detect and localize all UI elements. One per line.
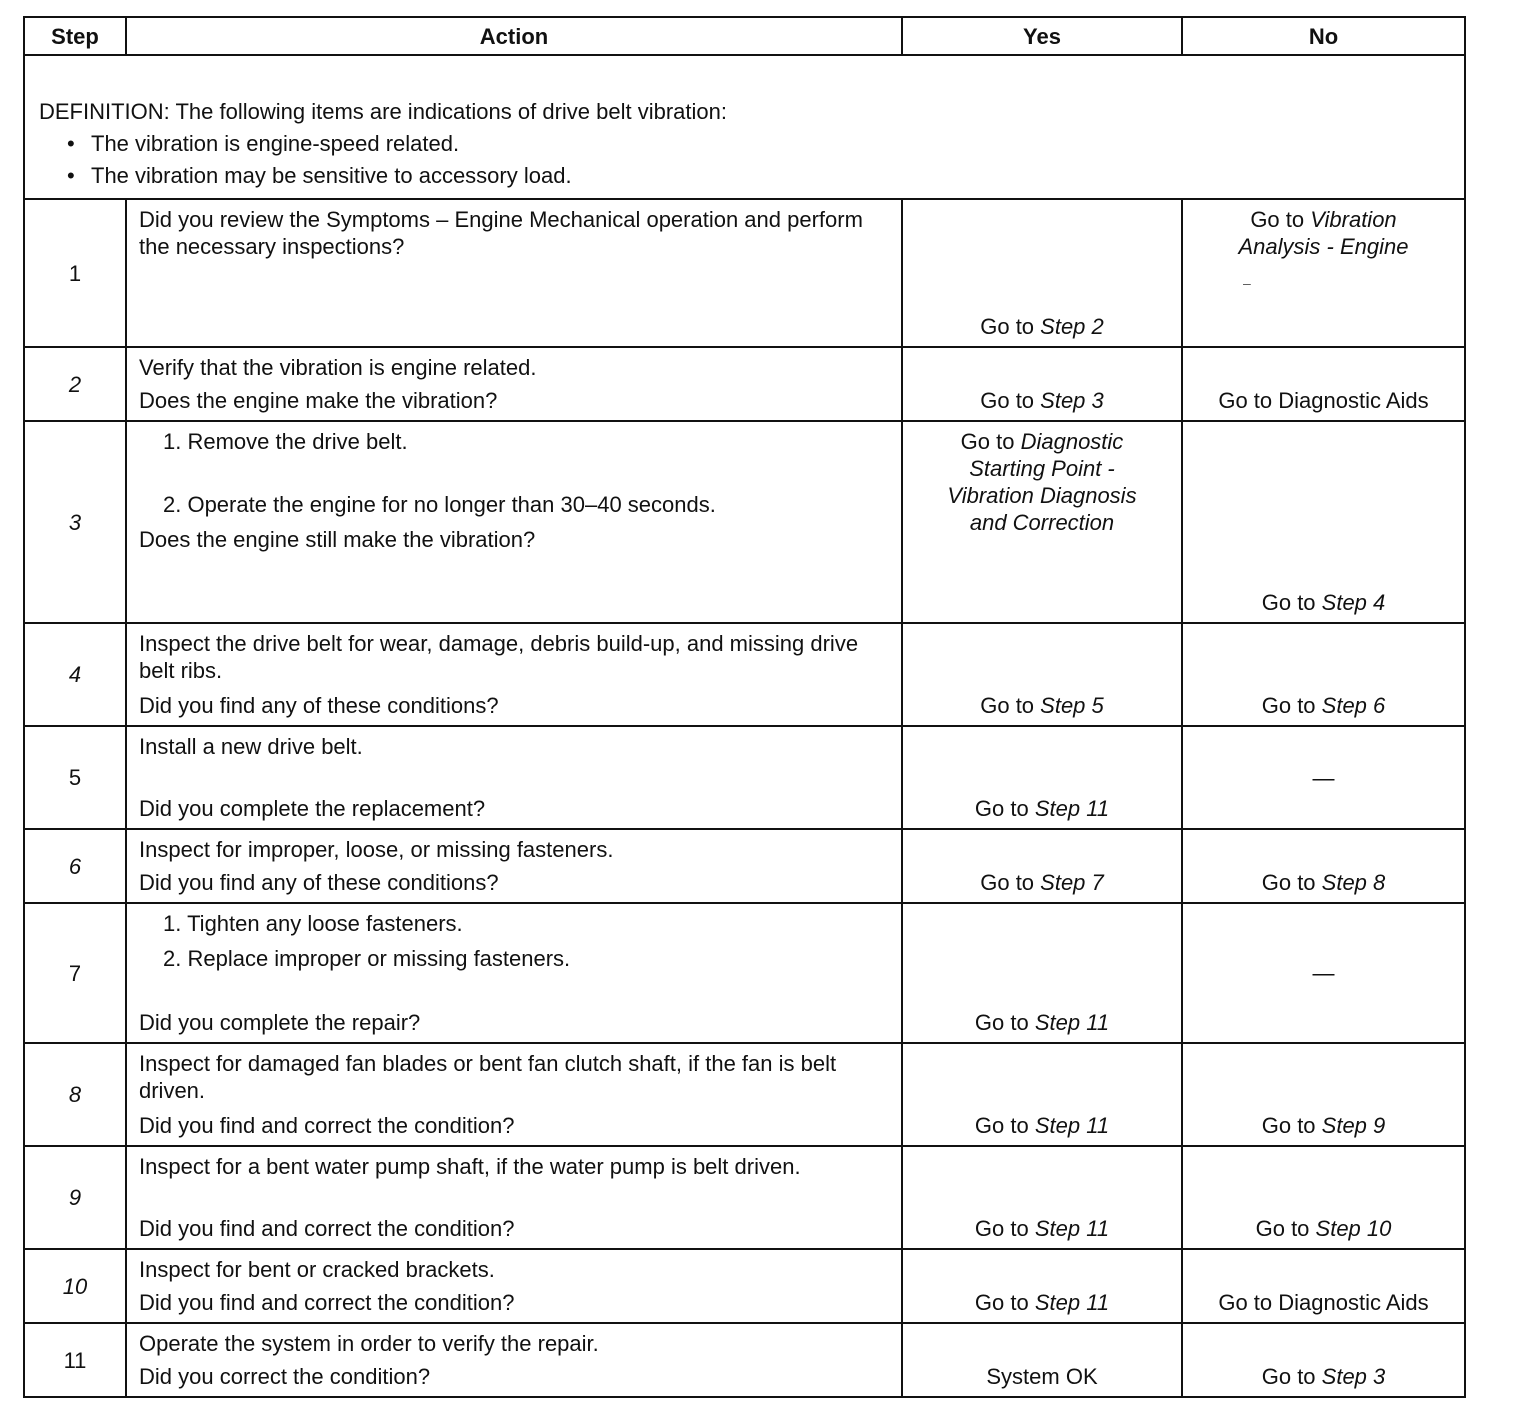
step-number: 1 [24, 199, 126, 347]
no-answer[interactable]: Go to Step 8 [1261, 870, 1386, 895]
action-question: Does the engine still make the vibration? [139, 527, 536, 552]
yes-cell [902, 347, 1182, 421]
yes-answer[interactable]: Go to Step 2 [980, 314, 1104, 339]
header-action: Action [126, 17, 902, 55]
step-number: 3 [24, 421, 126, 623]
no-cell [1182, 623, 1465, 726]
action-cell [126, 1323, 902, 1397]
header-no: No [1182, 17, 1465, 55]
step-number: 7 [24, 903, 126, 1043]
no-cell [1182, 1323, 1465, 1397]
action-question: Did you find and correct the condition? [139, 1113, 515, 1138]
no-cell [1182, 199, 1465, 347]
action-cell [126, 1249, 902, 1323]
header-row [24, 17, 1465, 55]
action-item: 2. Replace improper or missing fasteners. [163, 946, 571, 971]
yes-answer[interactable]: Go to Step 11 [974, 796, 1110, 821]
no-cell [1182, 347, 1465, 421]
yes-cell [902, 1323, 1182, 1397]
action-question: Does the engine make the vibration? [139, 388, 498, 413]
yes-cell [902, 1043, 1182, 1146]
action-question: Did you find any of these conditions? [139, 693, 499, 718]
no-answer[interactable]: Go to Diagnostic Aids [1218, 388, 1429, 413]
table-row [24, 199, 1465, 347]
table-row [24, 1043, 1465, 1146]
no-answer[interactable]: Go to Step 6 [1261, 693, 1386, 718]
action-cell [126, 1043, 902, 1146]
definition-list [39, 130, 1450, 189]
action-question: Did you complete the replacement? [139, 796, 486, 821]
definition-bullet: • The vibration may be sensitive to accessory load. [67, 162, 1450, 189]
action-text: Did you review the Symptoms – Engine Mechanical operation and perform the necessary inspections? [139, 207, 863, 259]
no-answer[interactable]: Go to Step 3 [1261, 1364, 1386, 1389]
definition-row [24, 55, 1465, 199]
no-cell [1182, 829, 1465, 903]
no-answer: — [1312, 765, 1335, 790]
yes-answer[interactable]: Go to Step 11 [974, 1290, 1110, 1315]
yes-cell [902, 199, 1182, 347]
step-number: 2 [24, 347, 126, 421]
definition-text: DEFINITION: The following items are indications of drive belt vibration: [39, 99, 727, 124]
no-answer[interactable]: Go to Step 10 [1255, 1216, 1392, 1241]
yes-answer[interactable]: Go to Step 11 [974, 1216, 1110, 1241]
diagnostic-table [23, 16, 1466, 1398]
table-row [24, 623, 1465, 726]
action-text: Verify that the vibration is engine related. [139, 355, 537, 380]
no-answer[interactable]: Go to Vibration Analysis - Engine [1238, 207, 1409, 259]
action-item: 1. Remove the drive belt. [163, 429, 408, 454]
action-text: Inspect the drive belt for wear, damage, debris build-up, and missing drive belt ribs. [139, 631, 859, 683]
step-number: 9 [24, 1146, 126, 1249]
yes-cell [902, 726, 1182, 829]
yes-answer[interactable]: Go to Step 3 [980, 388, 1104, 413]
yes-cell [902, 903, 1182, 1043]
yes-answer[interactable]: Go to Diagnostic Starting Point - Vibration Diagnosis and Correction [947, 429, 1137, 535]
yes-cell [902, 829, 1182, 903]
action-text: Install a new drive belt. [139, 734, 363, 759]
action-cell [126, 829, 902, 903]
action-text: Inspect for improper, loose, or missing fasteners. [139, 837, 614, 862]
step-number: 8 [24, 1043, 126, 1146]
no-answer[interactable]: Go to Step 4 [1261, 590, 1386, 615]
no-answer-extra: – [1243, 275, 1251, 291]
no-cell [1182, 421, 1465, 623]
action-cell [126, 1146, 902, 1249]
yes-cell [902, 1146, 1182, 1249]
action-question: Did you correct the condition? [139, 1364, 431, 1389]
table-row [24, 347, 1465, 421]
yes-answer[interactable]: Go to Step 7 [980, 870, 1104, 895]
table-row [24, 829, 1465, 903]
action-cell [126, 726, 902, 829]
yes-cell [902, 421, 1182, 623]
no-cell [1182, 1043, 1465, 1146]
no-answer: — [1312, 960, 1335, 986]
action-item: 2. Operate the engine for no longer than 30–40 seconds. [163, 492, 716, 517]
step-number: 5 [24, 726, 126, 829]
step-number: 10 [24, 1249, 126, 1323]
action-question: Did you find and correct the condition? [139, 1290, 515, 1315]
no-cell [1182, 726, 1465, 829]
yes-answer: System OK [986, 1364, 1098, 1389]
table-row [24, 421, 1465, 623]
action-question: Did you complete the repair? [139, 1010, 421, 1035]
action-cell [126, 903, 902, 1043]
step-number: 4 [24, 623, 126, 726]
no-answer[interactable]: Go to Diagnostic Aids [1218, 1290, 1429, 1315]
definition-bullet: • The vibration is engine-speed related. [67, 130, 1450, 157]
no-answer[interactable]: Go to Step 9 [1261, 1113, 1386, 1138]
header-step: Step [24, 17, 126, 55]
yes-answer[interactable]: Go to Step 5 [980, 693, 1104, 718]
action-item: 1. Tighten any loose fasteners. [163, 911, 463, 936]
no-cell [1182, 1146, 1465, 1249]
no-cell [1182, 903, 1465, 1043]
action-cell [126, 623, 902, 726]
action-cell [126, 421, 902, 623]
yes-cell [902, 623, 1182, 726]
table-row [24, 726, 1465, 829]
action-question: Did you find any of these conditions? [139, 870, 499, 895]
header-yes: Yes [902, 17, 1182, 55]
action-text: Inspect for a bent water pump shaft, if the water pump is belt driven. [139, 1154, 801, 1179]
no-cell [1182, 1249, 1465, 1323]
action-text: Inspect for bent or cracked brackets. [139, 1257, 495, 1282]
action-question: Did you find and correct the condition? [139, 1216, 515, 1241]
action-text: Operate the system in order to verify the repair. [139, 1331, 599, 1356]
table-row [24, 1146, 1465, 1249]
table-row [24, 903, 1465, 1043]
yes-answer[interactable]: Go to Step 11 [974, 1010, 1110, 1035]
yes-cell [902, 1249, 1182, 1323]
definition-cell [24, 55, 1465, 199]
action-cell [126, 347, 902, 421]
step-number: 6 [24, 829, 126, 903]
step-number: 11 [24, 1323, 126, 1397]
table-row [24, 1323, 1465, 1397]
action-text: Inspect for damaged fan blades or bent fan clutch shaft, if the fan is belt driven. [139, 1051, 837, 1103]
action-cell [126, 199, 902, 347]
table-row [24, 1249, 1465, 1323]
yes-answer[interactable]: Go to Step 11 [974, 1113, 1110, 1138]
